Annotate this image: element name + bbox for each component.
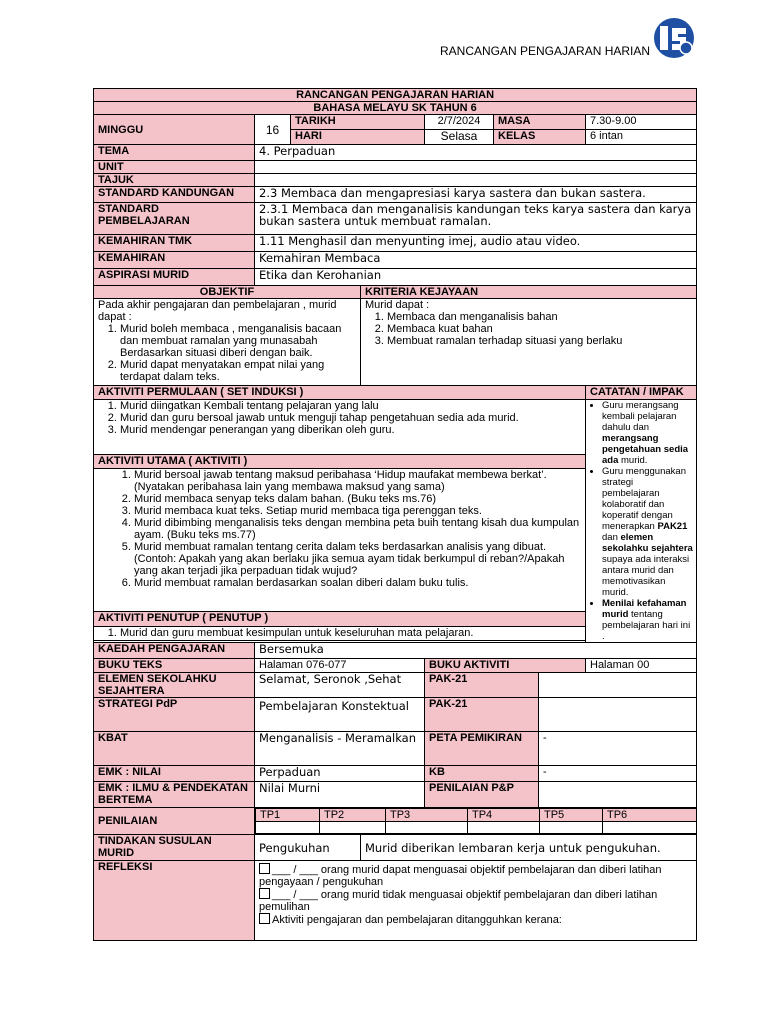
standard-pembelajaran-label: STANDARD PEMBELAJARAN [94,203,255,235]
tema-label: TEMA [94,145,255,161]
tp-grid [255,808,696,834]
tindakan-label: TINDAKAN SUSULAN MURID [94,835,255,861]
kriteria-item: 3. Membuat ramalan terhadap situasi yang berlaku [387,335,692,347]
permulaan-cell [94,400,586,454]
kemahiran-tmk-label: KEMAHIRAN TMK [94,235,255,252]
emk-nilai-value: Perpaduan [255,766,425,782]
standard-pembelajaran-value: 2.3.1 Membaca dan menganalisis kandungan teks karya sastera dan karya bukan sastera untuk membuat ramalan. [255,203,697,235]
emk-ilmu-label: EMK : ILMU & PENDEKATAN BERTEMA [94,782,255,808]
tp-label: TP3 [386,809,468,822]
aspirasi-value: Etika dan Kerohanian [255,269,697,286]
utama-item: 1. Murid bersoal jawab tentang maksud peribahasa ‘Hidup maufakat membewa berkat’. (Nyatakan peribahasa lain yang membawa maksud yang sama) [134,469,581,493]
refleksi-item: ___ / ___ orang murid tidak menguasai objektif pembelajaran dan diberi latihan pemulihan [259,889,658,913]
pak21b-label: PAK-21 [425,698,539,732]
utama-item: 2. Murid membaca senyap teks dalam bahan. (Buku teks ms.76) [134,493,581,505]
tp-mark-cell[interactable] [386,822,468,834]
kriteria-intro: Murid dapat : [365,299,430,311]
kb-value: - [539,766,697,782]
objektif-cell [94,299,361,386]
buku-teks-value: Halaman 076-077 [255,659,425,673]
kb-label: KB [425,766,539,782]
emk-nilai-label: EMK : NILAI [94,766,255,782]
objektif-header: OBJEKTIF [94,286,361,299]
buku-aktiviti-value: Halaman 00 [586,659,697,673]
checkbox-icon[interactable] [259,888,270,899]
tindakan-type: Pengukuhan [255,835,361,861]
kaedah-value: Bersemuka [255,643,697,659]
minggu-label: MINGGU [94,115,255,145]
tema-value: 4. Perpaduan [255,145,697,161]
permulaan-item: 1. Murid diingatkan Kembali tentang pelajaran yang lalu [120,400,581,412]
penutup-header: AKTIVITI PENUTUP ( PENUTUP ) [94,612,586,626]
standard-kandungan-value: 2.3 Membaca dan mengapresiasi karya sastera dan bukan sastera. [255,187,697,203]
objektif-intro: Pada akhir pengajaran dan pembelajaran , murid dapat : [98,299,337,323]
strategi-label: STRATEGI PdP [94,698,255,732]
masa-value: 7.30-9.00 [586,115,697,130]
kbat-value: Menganalisis - Meramalkan [255,732,425,766]
standard-kandungan-label: STANDARD KANDUNGAN [94,187,255,203]
objektif-item: 2. Murid dapat menyatakan empat nilai yang terdapat dalam teks. [120,359,356,383]
utama-cell [94,468,586,612]
refleksi-label: REFLEKSI [94,861,255,941]
tp-label: TP1 [256,809,320,822]
tp-label: TP6 [603,809,697,822]
penilaian-tp-cell [255,808,697,835]
kriteria-item: 2. Membaca kuat bahan [387,323,692,335]
tp-mark-cell[interactable] [540,822,603,834]
doc-title: RANCANGAN PENGAJARAN HARIAN [94,89,697,102]
emk-ilmu-value: Nilai Murni [255,782,425,808]
kemahiran-tmk-value: 1.11 Menghasil dan menyunting imej, audio atau video. [255,235,697,252]
esk-label: ELEMEN SEKOLAHKU SEJAHTERA [94,673,255,698]
permulaan-item: 3. Murid mendengar penerangan yang diberikan oleh guru. [120,424,581,436]
kriteria-header: KRITERIA KEJAYAAN [361,286,697,299]
kbat-label: KBAT [94,732,255,766]
kaedah-label: KAEDAH PENGAJARAN [94,643,255,659]
pak21-value [539,673,697,698]
strategi-value: Pembelajaran Konstektual [255,698,425,732]
catatan-item: • Guru merangsang kembali pelajaran dahulu dan merangsang pengetahuan sedia ada murid. [602,400,693,466]
tp-mark-cell[interactable] [603,822,697,834]
page-header-title: RANCANGAN PENGAJARAN HARIAN [440,44,651,58]
peta-pemikiran-value: - [539,732,697,766]
checkbox-icon[interactable] [259,913,270,924]
utama-item: 3. Murid membaca kuat teks. Setiap murid membaca tiga perenggan teks. [134,505,581,517]
penutup-cell [94,626,586,640]
penilaian-pp-label: PENILAIAN P&P [425,782,539,808]
checkbox-icon[interactable] [259,863,270,874]
tp-mark-cell[interactable] [320,822,386,834]
tp-mark-cell[interactable] [256,822,320,834]
refleksi-cell [255,861,697,941]
refleksi-item: Aktiviti pengajaran dan pembelajaran ditangguhkan kerana: [259,913,692,926]
utama-item: 5. Murid membuat ramalan tentang cerita dalam teks berdasarkan analisis yang dibuat. (Contoh: Apakah yang akan berlaku jika semua ayam tidak berkumpul di reban?/Apakah yang akan terjadi jika perpaduan tidak wujud? [134,541,581,577]
catatan-item: • Menilai kefahaman murid tentang pembelajaran hari ini . [602,598,693,642]
permulaan-item: 2. Murid dan guru bersoal jawab untuk menguji tahap pengetahuan sedia ada murid. [120,412,581,424]
tarikh-label: TARIKH [291,115,425,130]
unit-label: UNIT [94,161,255,174]
kelas-label: KELAS [494,130,586,145]
school-logo-icon [652,16,696,60]
penilaian-label: PENILAIAN [94,808,255,835]
esk-value: Selamat, Seronok ,Sehat [255,673,425,698]
hari-label: HARI [291,130,425,145]
tp-label: TP4 [468,809,540,822]
lesson-plan-table [93,88,697,941]
peta-pemikiran-label: PETA PEMIKIRAN [425,732,539,766]
utama-header: AKTIVITI UTAMA ( AKTIVITI ) [94,454,586,468]
refleksi-item: ___ / ___ orang murid dapat menguasai objektif pembelajaran dan diberi latihan pengayaan / pengukuhan [259,864,662,888]
penutup-item: 1. Murid dan guru membuat kesimpulan untuk keseluruhan mata pelajaran. [120,627,581,639]
kelas-value: 6 intan [586,130,697,145]
buku-aktiviti-label: BUKU AKTIVITI [425,659,586,673]
unit-value [255,161,697,174]
utama-item: 6. Murid membuat ramalan berdasarkan soalan diberi dalam buku tulis. [134,577,581,589]
kemahiran-label: KEMAHIRAN [94,252,255,269]
penilaian-pp-value [539,782,697,808]
kriteria-item: 1. Membaca dan menganalisis bahan [387,311,692,323]
masa-label: MASA [494,115,586,130]
buku-teks-label: BUKU TEKS [94,659,255,673]
pak21-label: PAK-21 [425,673,539,698]
tp-mark-cell[interactable] [468,822,540,834]
utama-item: 4. Murid dibimbing menganalisis teks dengan membina peta buih tentang kisah dua kumpulan ayam. (Buku teks ms.77) [134,517,581,541]
objektif-item: 1. Murid boleh membaca , menganalisis bacaan dan membuat ramalan yang munasabah Berdasarkan situasi diberi dengan baik. [120,323,356,359]
hari-value: Selasa [425,130,494,145]
catatan-cell [586,386,697,643]
kriteria-cell [361,299,697,386]
tajuk-label: TAJUK [94,174,255,187]
tarikh-value: 2/7/2024 [425,115,494,130]
permulaan-header: AKTIVITI PERMULAAN ( SET INDUKSI ) [94,386,586,400]
kemahiran-value: Kemahiran Membaca [255,252,697,269]
doc-subtitle: BAHASA MELAYU SK TAHUN 6 [94,102,697,115]
tp-label: TP2 [320,809,386,822]
tindakan-value: Murid diberikan lembaran kerja untuk pengukuhan. [361,835,697,861]
aspirasi-label: ASPIRASI MURID [94,269,255,286]
tajuk-value [255,174,697,187]
catatan-header: CATATAN / IMPAK [586,386,696,400]
catatan-item: • Guru menggunakan strategi pembelajaran kolaboratif dan koperatif dengan menerapkan PAK21 dan elemen sekolahku sejahtera supaya ada interaksi antara murid dan memotivasikan murid. [602,466,693,598]
tp-label: TP5 [540,809,603,822]
minggu-value: 16 [255,115,291,145]
pak21b-value [539,698,697,732]
